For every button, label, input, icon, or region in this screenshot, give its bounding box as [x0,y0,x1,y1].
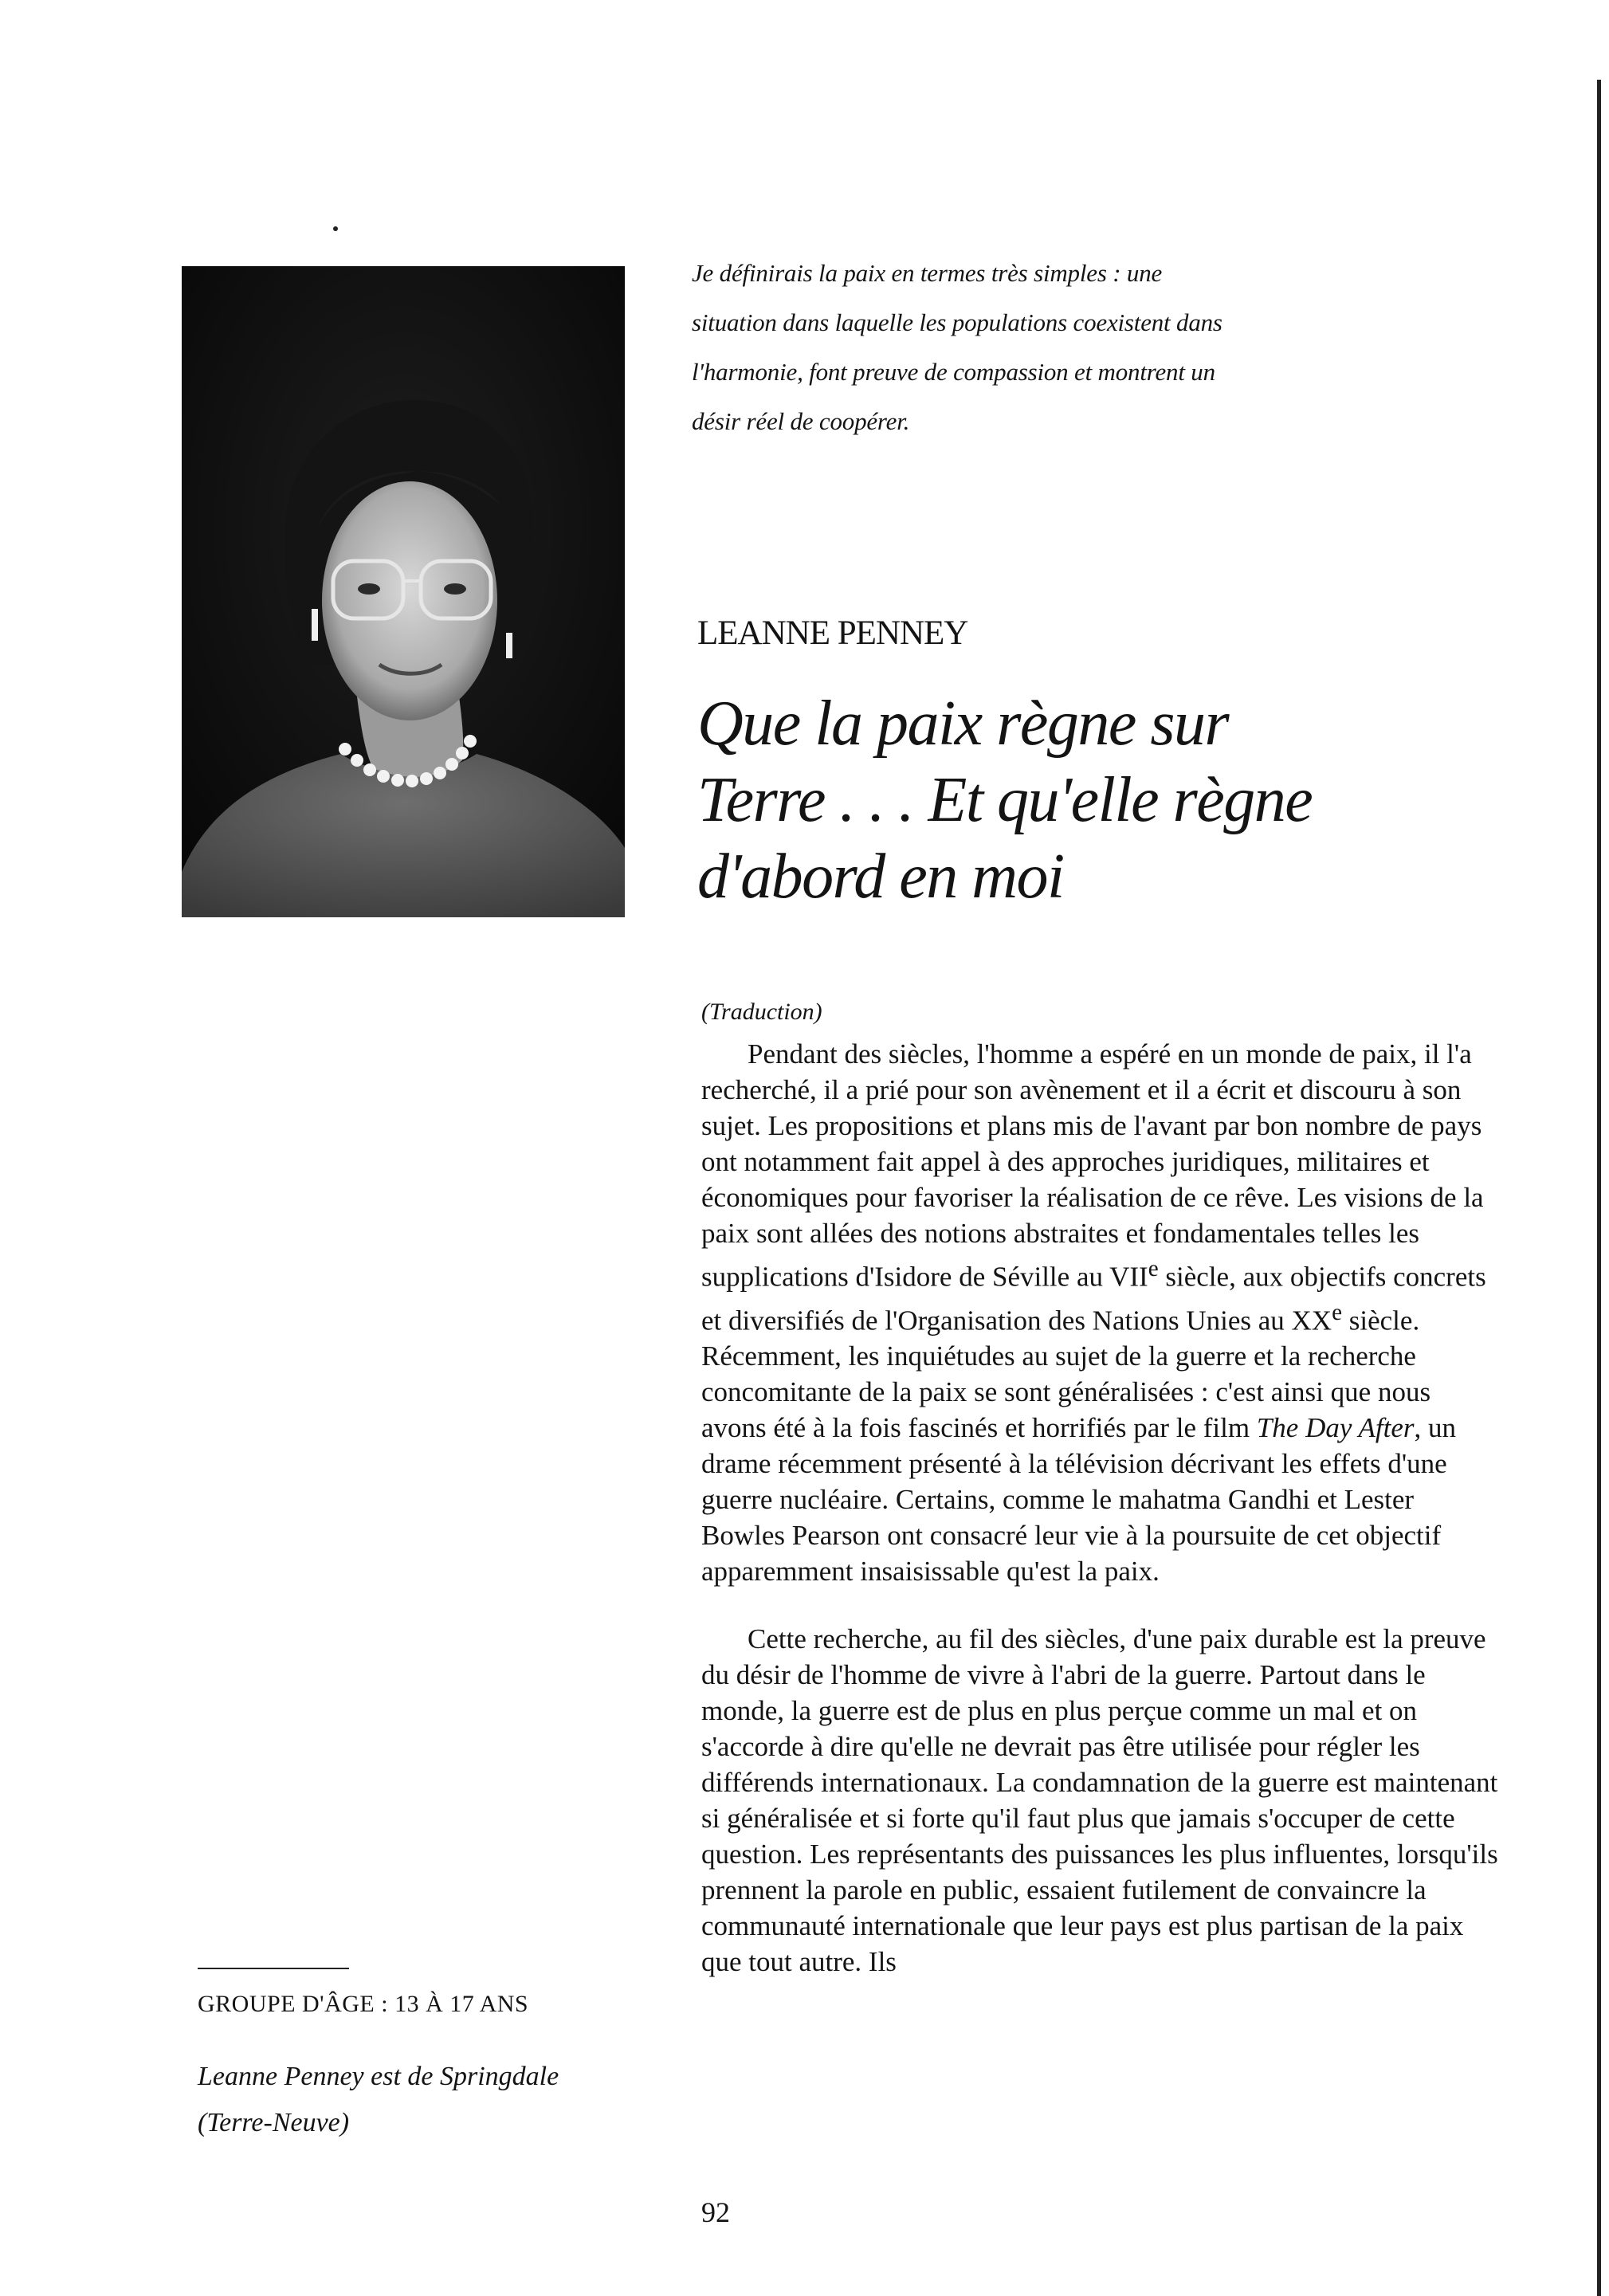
superscript: e [1332,1299,1343,1325]
superscript: e [1148,1256,1159,1281]
paragraph: Cette recherche, au fil des siècles, d'une paix durable est la preuve du désir de l'homme de vivre à l'abri de la guerre. Partout dans le monde, la guerre est de plus en plus perçue comme un mal et on s'accorde à dire qu'elle ne devrait pas être utilisée pour régler les différends internationaux. La condamnation de la guerre est maintenant si généralisée et si forte qu'il faut plus que jamais s'occuper de cette question. Les représentants des puissances les plus influentes, lorsqu'ils prennent la parole en public, essaient futilement de convaincre la communauté internationale que leur pays est plus partisan de la paix que tout autre. Ils [701,1623,1498,1978]
speck [333,226,338,231]
title-line: d'abord en moi [697,842,1064,912]
epigraph-line: désir réel de coopérer. [692,407,910,435]
article-title [697,685,1574,915]
translation-note: (Traduction) [701,999,822,1025]
paragraph [701,1036,1498,1589]
article-body [701,1036,1498,2011]
page-edge [1597,80,1601,2296]
epigraph-line: l'harmonie, font preuve de compassion et montrent un [692,358,1215,386]
paragraph-text: siècle. Récemment, les inquiétudes au sujet de la guerre et la recherche concomitante de la paix se sont généralisées : c'est ainsi que nous avons été à la fois fascinés et horrifiés par le film [701,1305,1431,1444]
author-name: LEANNE PENNEY [697,614,968,652]
author-portrait [182,266,625,917]
epigraph-line: Je définirais la paix en termes très simples : une [692,259,1163,287]
title-line: Que la paix règne sur [697,689,1229,759]
bio-line: (Terre-Neuve) [198,2108,350,2137]
portrait-illustration [182,266,625,917]
age-group: GROUPE D'ÂGE : 13 À 17 ANS [198,1991,529,2017]
epigraph-line: situation dans laquelle les populations coexistent dans [692,308,1222,336]
page-number: 92 [701,2196,730,2228]
epigraph-quote [692,249,1409,446]
paragraph-text: Pendant des siècles, l'homme a espéré en un monde de paix, il l'a recherché, il a prié pour son avènement et il a écrit et discouru à son sujet. Les propositions et plans mis de l'avant par bon nombre de pays ont notamment fait appel à des approches juridiques, militaires et économiques pour favoriser la réalisation de ce rêve. Les visions de la paix sont allées des notions abstraites et fondamentales telles les supplications d'Isidore de Séville au VII [701,1038,1484,1293]
film-title: The Day After [1256,1412,1415,1444]
title-line: Terre . . . Et qu'elle règne [697,765,1313,835]
author-bio [198,2054,644,2146]
paragraph-text: , un drame récemment présenté à la télévision décrivant les effets d'une guerre nucléaire. Certains, comme le mahatma Gandhi et Lester Bowles Pearson ont consacré leur vie à la poursuite de cet objectif apparemment insaisissable qu'est la paix. [701,1412,1456,1588]
paragraph-text: siècle, aux objectifs concrets et diversifiés de l'Organisation des Nations Unies au XX [701,1261,1486,1336]
bio-line: Leanne Penney est de Springdale [198,2062,559,2091]
sidebar-rule [198,1968,349,1969]
